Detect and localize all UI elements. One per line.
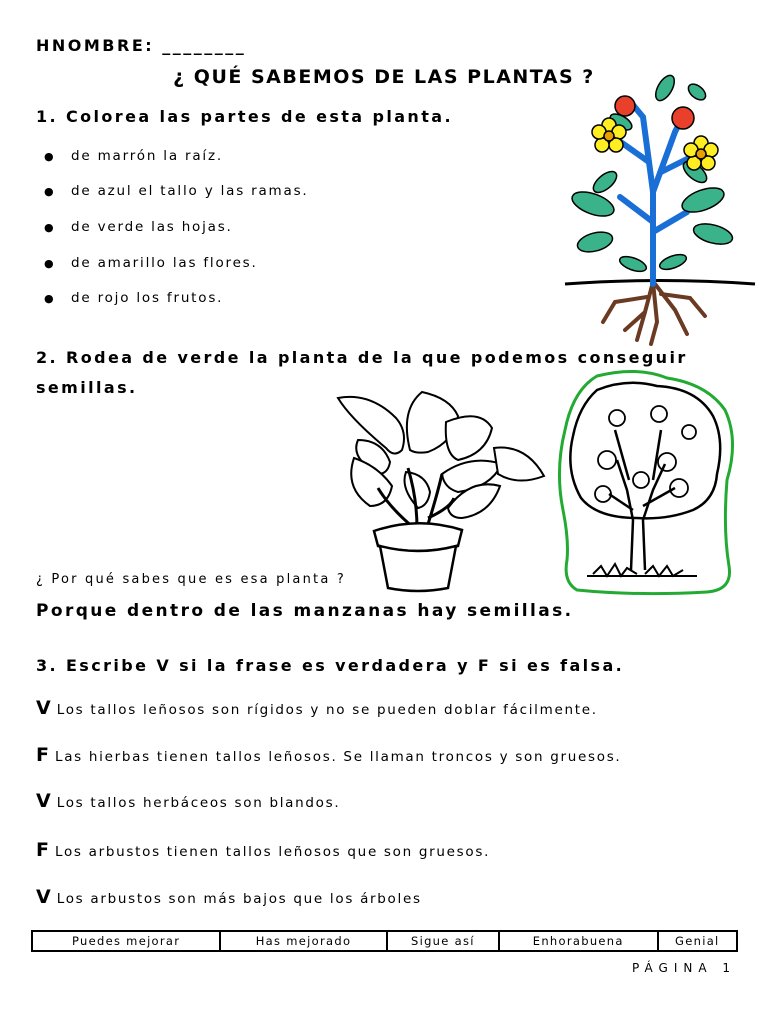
- rating-cell: Sigue así: [387, 931, 499, 951]
- apple-tree-illustration: [557, 370, 741, 598]
- list-item: ● de rojo los frutos.: [44, 290, 224, 306]
- list-item: ● de marrón la raíz.: [44, 148, 223, 164]
- rating-cell: Has mejorado: [220, 931, 386, 951]
- colored-plant-illustration: [565, 72, 755, 347]
- page-title: ¿ QUÉ SABEMOS DE LAS PLANTAS ?: [173, 66, 595, 88]
- why-question: ¿ Por qué sabes que es esa planta ?: [36, 572, 346, 587]
- true-false-item: F Las hierbas tienen tallos leñosos. Se llaman troncos y son gruesos.: [36, 744, 622, 766]
- section1-heading: 1. Colorea las partes de esta planta.: [36, 107, 453, 126]
- list-item: ● de verde las hojas.: [44, 219, 233, 235]
- section3-heading: 3. Escribe V si la frase es verdadera y F si es falsa.: [36, 656, 625, 675]
- true-false-item: V Los tallos leñosos son rígidos y no se pueden doblar fácilmente.: [36, 697, 598, 719]
- rating-table: [31, 930, 738, 952]
- name-field-label: HNOMBRE: ________: [36, 36, 247, 55]
- true-false-item: F Los arbustos tienen tallos leñosos que son gruesos.: [36, 839, 491, 861]
- rating-cell: Genial: [658, 931, 737, 951]
- list-item: ● de amarillo las flores.: [44, 255, 258, 271]
- rating-cell: Puedes mejorar: [32, 931, 220, 951]
- true-false-item: V Los tallos herbáceos son blandos.: [36, 790, 341, 812]
- true-false-item: V Los arbustos son más bajos que los árboles: [36, 886, 422, 908]
- page-number: PÁGINA 1: [632, 961, 736, 975]
- list-item: ● de azul el tallo y las ramas.: [44, 183, 309, 199]
- potted-plant-illustration: [330, 388, 550, 593]
- rating-cell: Enhorabuena: [499, 931, 658, 951]
- section2-heading-line2: semillas.: [36, 378, 138, 397]
- section2-heading-line1: 2. Rodea de verde la planta de la que podemos conseguir: [36, 348, 688, 367]
- answer-text: Porque dentro de las manzanas hay semillas.: [36, 601, 574, 621]
